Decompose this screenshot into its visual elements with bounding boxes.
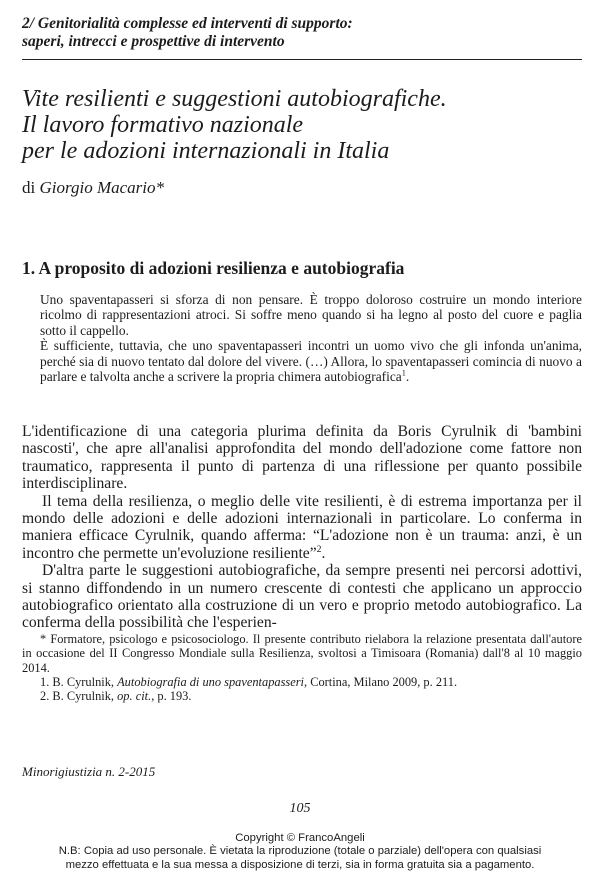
header-divider bbox=[22, 59, 582, 60]
body-text bbox=[22, 423, 582, 632]
quote-paragraph-2-text: È sufficiente, tuttavia, che uno spaventapasseri incontri un uomo vivo che gli infonda un'anima, perché sia di nuovo tentato dal dolore del vivere. (…) Allora, lo spaventapasseri comincia di nuovo a parlare e talvolta anche a scrivere la propria chimera autobiografica bbox=[40, 338, 582, 385]
body-paragraph-2-end: . bbox=[321, 544, 326, 562]
footnote-ref-2[interactable]: 2 bbox=[316, 543, 322, 555]
footnote-2-prefix: 2. B. Cyrulnik, bbox=[40, 689, 118, 704]
quote-paragraph-1: Uno spaventapasseri si sforza di non pensare. È troppo doloroso costruire un mondo interiore ricolmo di rappresentazioni atroci. Si soffre meno quando si ha legno al posto del cuore e paglia sotto il cappello. bbox=[40, 292, 582, 338]
footnote-author: * Formatore, psicologo e psicosociologo. Il presente contributo rielabora la relazione presentata dall'autore in occasione del II Congresso Mondiale sulla Resilienza, svoltosi a Timisoara (Romania) dall'8 al 10 maggio 2014. bbox=[22, 632, 582, 675]
article-title-line-2: Il lavoro formativo nazionale bbox=[22, 112, 304, 138]
epigraph-quote bbox=[40, 292, 582, 384]
page-number: 105 bbox=[289, 801, 311, 816]
article-title-line-3: per le adozioni internazionali in Italia bbox=[22, 138, 390, 164]
body-paragraph-2 bbox=[22, 493, 582, 563]
running-header-line-1: 2/ Genitorialità complesse ed interventi di supporto: bbox=[22, 15, 353, 32]
footnote-1-book-title: Autobiografia di uno spaventapasseri bbox=[117, 674, 304, 689]
footnote-1-prefix: 1. B. Cyrulnik, bbox=[40, 674, 118, 689]
body-paragraph-1: L'identificazione di una categoria plurima definita da Boris Cyrulnik di 'bambini nascosti', che apre all'analisi approfondita del mondo dell'adozione come fattore non traumatico, rappresenta il punto di partenza di una riflessione per quanto possibile interdisciplinare. bbox=[22, 423, 582, 493]
quote-paragraph-2: È sufficiente, tuttavia, che uno spaventapasseri incontri un uomo vivo che gli infonda un'anima, perché sia di nuovo tentato dal dolore del vivere. (…) Allora, lo spaventapasseri comincia di nuovo a parlare e talvolta anche a scrivere la propria chimera autobiografica$^1$. bbox=[40, 338, 582, 385]
copyright-line-3: mezzo effettuata e la sua messa a disposizione di terzi, sia in forma gratuita sia a pagamento. bbox=[65, 858, 535, 871]
copyright-line-2: N.B: Copia ad uso personale. È vietata la riproduzione (totale o parziale) dell'opera con qualsiasi bbox=[58, 845, 542, 858]
footnote-1 bbox=[22, 675, 582, 689]
footnote-2-suffix: , p. 193. bbox=[151, 689, 192, 704]
copyright-notice bbox=[0, 832, 600, 872]
journal-reference: Minorigiustizia n. 2-2015 bbox=[22, 764, 156, 779]
author-prefix: di bbox=[22, 178, 40, 197]
footnote-ref-1[interactable]: 1 bbox=[401, 368, 406, 378]
body-paragraph-2-text: Il tema della resilienza, o meglio delle vite resilienti, è di estrema importanza per il mondo delle adozioni e delle adozioni internazionali in particolare. Lo conferma in maniera efficace Cyrulnik, quando afferma: “L'adozione non è un trauma: anzi, è un incontro che permette un'evoluzione resiliente” bbox=[22, 492, 582, 562]
author-name: Giorgio Macario* bbox=[39, 178, 164, 197]
article-title-line-1: Vite resilienti e suggestioni autobiografiche. bbox=[22, 86, 447, 112]
footnote-2-cit: op. cit. bbox=[117, 689, 152, 704]
running-header-line-2: saperi, intrecci e prospettive di intervento bbox=[22, 33, 285, 50]
article-title bbox=[22, 86, 582, 164]
copyright-line-1: Copyright © FrancoAngeli bbox=[235, 832, 365, 844]
author-line bbox=[22, 178, 164, 198]
body-paragraph-3: D'altra parte le suggestioni autobiografiche, da sempre presenti nei percorsi adottivi, si stanno diffondendo in un numero crescente di contesti che applicano un approccio autobiografico orientato alla costruzione di un vero e proprio metodo autobiografico. La conferma della possibilità che l'esperien- bbox=[22, 562, 582, 632]
footnote-2 bbox=[22, 689, 582, 703]
footnotes bbox=[22, 632, 582, 703]
running-header bbox=[22, 15, 582, 51]
section-heading: 1. A proposito di adozioni resilienza e autobiografia bbox=[22, 258, 405, 278]
footnote-1-suffix: , Cortina, Milano 2009, p. 211. bbox=[304, 674, 458, 689]
